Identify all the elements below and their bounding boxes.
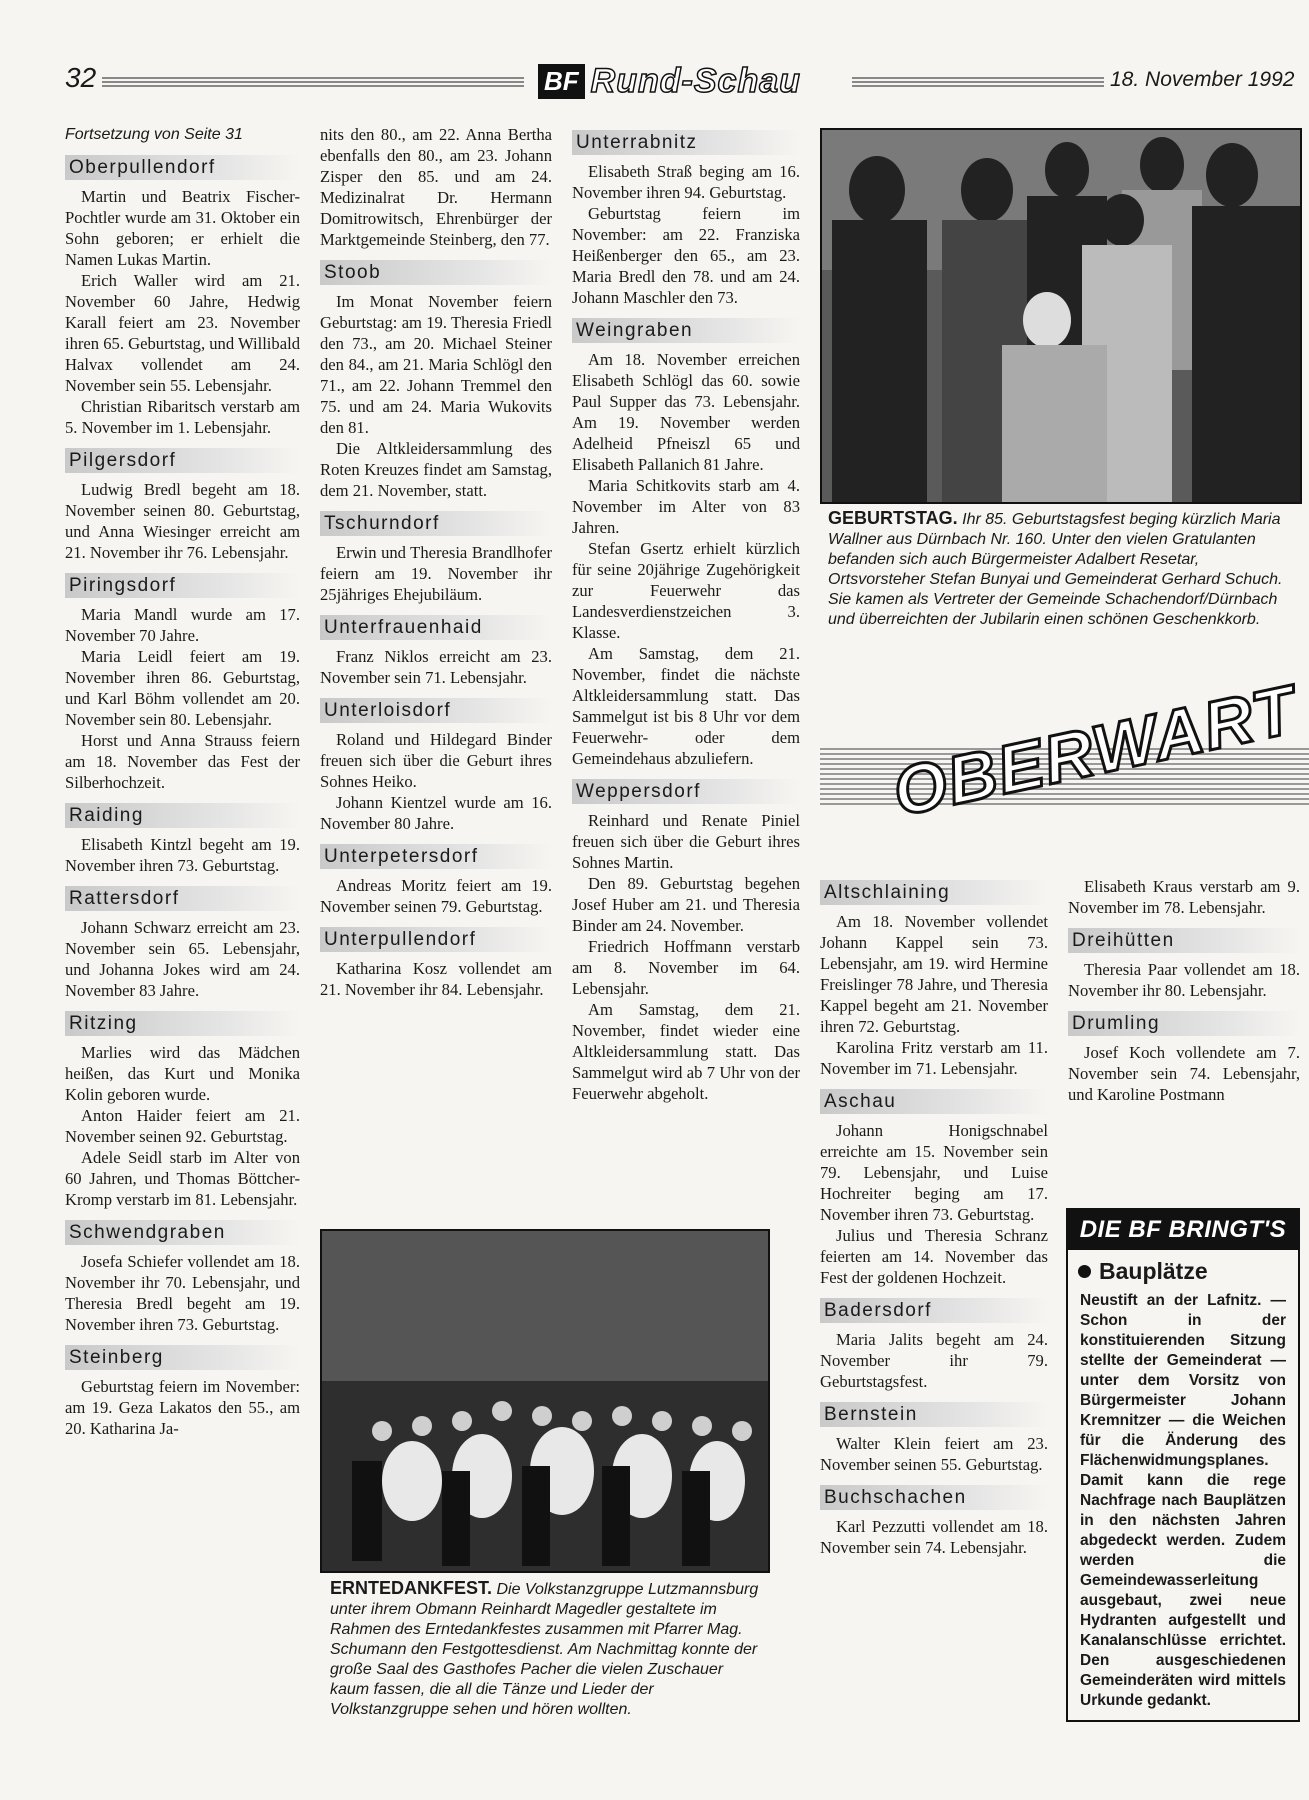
locality-heading: Dreihütten bbox=[1068, 928, 1300, 953]
page-number: 32 bbox=[65, 62, 97, 93]
locality-heading: Unterloisdorf bbox=[320, 698, 552, 723]
article-paragraph: Josefa Schiefer vollendet am 18. November ihr 70. Lebensjahr, und Theresia Bredl begeht am 19. November ihren 73. Geburtstag. bbox=[65, 1252, 300, 1334]
locality-heading: Unterpullendorf bbox=[320, 927, 552, 952]
article-paragraph: Elisabeth Kintzl begeht am 19. November ihren 73. Geburtstag. bbox=[65, 835, 300, 875]
locality-heading: Oberpullendorf bbox=[65, 155, 300, 180]
article-paragraph: Am 18. November vollendet Johann Kappel sein 73. Lebensjahr, am 19. wird Hermine Freislinger 78 Jahre, und Theresia Kappel begeht am 21. November ihren 72. Geburtstag. bbox=[820, 912, 1048, 1036]
caption-text-birthday: Ihr 85. Geburtstagsfest beging kürzlich Maria Wallner aus Dürnbach Nr. 160. Unter den vielen Gratulanten befanden sich auch Bürgermeister Adalbert Resetar, Ortsvorsteher Stefan Bunyai und Gemeinderat Gerhard Schuch. Sie kamen als Vertreter der Gemeinde Schachendorf/Dürnbach und überreichten der Jubilarin einen schönen Geschenkkorb. bbox=[828, 511, 1283, 628]
article-paragraph: Johann Kientzel wurde am 16. November 80 Jahre. bbox=[320, 793, 552, 833]
article-paragraph: Am 18. November erreichen Elisabeth Schlögl das 60. sowie Paul Supper das 73. Lebensjahr. Am 19. November werden Adelheid Pfneiszl 65 und Elisabeth Pallanich 81 Jahre. bbox=[572, 350, 800, 474]
bullet-icon bbox=[1078, 1265, 1091, 1278]
logo-rundschau: Rund-Schau bbox=[590, 62, 801, 100]
locality-heading: Tschurndorf bbox=[320, 511, 552, 536]
locality-heading: Schwendgraben bbox=[65, 1220, 300, 1245]
locality-heading: Drumling bbox=[1068, 1011, 1300, 1036]
column-2 bbox=[320, 124, 552, 1000]
locality-heading: Bernstein bbox=[820, 1402, 1048, 1427]
bf-bringts-text: Neustift an der Lafnitz. — Schon in der konstituierenden Sitzung stellte der Gemeinderat — unter dem Vorsitz von Bürgermeister Johann Kremnitzer — die Weichen für die Änderung des Flächenwidmungsplanes. Damit kann die rege Nachfrage nach Bauplätzen in den nächsten Jahren abgedeckt werden. Zudem werden die Gemeindewasserleitung ausgebaut, zwei neue Hydranten aufgestellt und Kanalanschlüsse errichtet. Den ausgeschiedenen Gemeinderäten wird mittels Urkunde gedankt. bbox=[1080, 1292, 1286, 1709]
article-paragraph: Roland und Hildegard Binder freuen sich über die Geburt ihres Sohnes Heiko. bbox=[320, 730, 552, 791]
article-paragraph: Walter Klein feiert am 23. November seinen 55. Geburtstag. bbox=[820, 1434, 1048, 1474]
locality-heading: Raiding bbox=[65, 803, 300, 828]
article-paragraph: Horst und Anna Strauss feiern am 18. November das Fest der Silberhochzeit. bbox=[65, 731, 300, 792]
header-rule-left bbox=[102, 77, 524, 87]
article-paragraph: Karolina Fritz verstarb am 11. November im 71. Lebensjahr. bbox=[820, 1038, 1048, 1078]
locality-heading: Ritzing bbox=[65, 1011, 300, 1036]
article-paragraph: Julius und Theresia Schranz feierten am 14. November das Fest der goldenen Hochzeit. bbox=[820, 1226, 1048, 1287]
article-paragraph: Elisabeth Straß beging am 16. November ihren 94. Geburtstag. bbox=[572, 162, 800, 202]
article-paragraph: Marlies wird das Mädchen heißen, das Kurt und Monika Kolin geboren wurde. bbox=[65, 1043, 300, 1104]
article-paragraph: Erich Waller wird am 21. November 60 Jahre, Hedwig Karall feiert am 23. November ihren 65. Geburtstag, und Willibald Halvax vollendet am 24. November sein 55. Lebensjahr. bbox=[65, 271, 300, 395]
article-paragraph: Johann Schwarz erreicht am 23. November sein 65. Lebensjahr, und Johanna Jokes wird am 24. November 83 Jahre. bbox=[65, 918, 300, 1000]
locality-heading: Unterrabnitz bbox=[572, 130, 800, 155]
locality-heading: Stoob bbox=[320, 260, 552, 285]
article-paragraph: Theresia Paar vollendet am 18. November ihr 80. Lebensjahr. bbox=[1068, 960, 1300, 1000]
logo-bf: BF bbox=[538, 64, 585, 99]
column-3 bbox=[572, 130, 800, 1104]
article-paragraph: Im Monat November feiern Geburtstag: am 19. Theresia Friedl den 73., am 20. Michael Steiner den 84., am 21. Maria Schlögl den 71., am 22. Johann Tremmel den 75. und am 24. Maria Wukovits den 81. bbox=[320, 292, 552, 437]
bf-bringts-box bbox=[1066, 1208, 1300, 1722]
locality-heading: Badersdorf bbox=[820, 1298, 1048, 1323]
issue-date: 18. November 1992 bbox=[1110, 68, 1295, 91]
column-1 bbox=[65, 124, 300, 1439]
caption-text-harvest: Die Volkstanzgruppe Lutzmannsburg unter ihrem Obmann Reinhardt Magedler gestaltete im Rahmen des Erntedankfestes zusammen mit Pfarrer Mag. Schumann den Festgottesdienst. Am Nachmittag konnte der große Saal des Gasthofes Pacher die vielen Zuschauer kaum fassen, die all die Tänze und Lieder der Volkstanzgruppe sehen und hören wollten. bbox=[330, 1581, 759, 1718]
article-paragraph: Adele Seidl starb im Alter von 60 Jahren, und Thomas Böttcher-Kromp verstarb im 81. Lebensjahr. bbox=[65, 1148, 300, 1209]
caption-lead-birthday: GEBURTSTAG. bbox=[828, 508, 958, 528]
photo-harvest bbox=[320, 1229, 770, 1573]
article-paragraph: nits den 80., am 22. Anna Bertha ebenfalls den 80., am 23. Johann Zisper den 85. und am 24. Medizinalrat Dr. Hermann Domitrowitsch, Ehrenbürger der Marktgemeinde Steinberg, den 77. bbox=[320, 125, 552, 249]
bf-bringts-subhead-text: Bauplätze bbox=[1099, 1258, 1208, 1284]
continuation-note: Fortsetzung von Seite 31 bbox=[65, 126, 243, 143]
locality-heading: Unterpetersdorf bbox=[320, 844, 552, 869]
article-paragraph: Geburtstag feiern im November: am 22. Franziska Heißenberger den 65., am 23. Maria Bredl den 78. und am 24. Johann Maschler den 73. bbox=[572, 204, 800, 307]
article-paragraph: Katharina Kosz vollendet am 21. November ihr 84. Lebensjahr. bbox=[320, 959, 552, 999]
article-paragraph: Andreas Moritz feiert am 19. November seinen 79. Geburtstag. bbox=[320, 876, 552, 916]
article-paragraph: Maria Schitkovits starb am 4. November im Alter von 83 Jahren. bbox=[572, 476, 800, 537]
caption-lead-harvest: ERNTEDANKFEST. bbox=[330, 1578, 493, 1598]
locality-heading: Altschlaining bbox=[820, 880, 1048, 905]
article-paragraph: Christian Ribaritsch verstarb am 5. November im 1. Lebensjahr. bbox=[65, 397, 300, 437]
article-paragraph: Stefan Gsertz erhielt kürzlich für seine 20jährige Zugehörigkeit zur Feuerwehr das Landesverdienstzeichen 3. Klasse. bbox=[572, 539, 800, 642]
locality-heading: Pilgersdorf bbox=[65, 448, 300, 473]
locality-heading: Weppersdorf bbox=[572, 779, 800, 804]
masthead-logo bbox=[538, 62, 801, 101]
photo-birthday-image bbox=[822, 130, 1300, 502]
photo-birthday bbox=[820, 128, 1302, 504]
locality-heading: Weingraben bbox=[572, 318, 800, 343]
photo-harvest-image bbox=[322, 1231, 768, 1571]
page-header bbox=[60, 58, 1309, 100]
article-paragraph: Den 89. Geburtstag begehen Josef Huber am 21. und Theresia Binder am 24. November. bbox=[572, 874, 800, 935]
article-paragraph: Erwin und Theresia Brandlhofer feiern am 19. November ihr 25jähriges Ehejubiläum. bbox=[320, 543, 552, 604]
article-paragraph: Geburtstag feiern im November: am 19. Geza Lakatos den 55., am 20. Katharina Ja- bbox=[65, 1377, 300, 1438]
photo-harvest-caption bbox=[330, 1578, 760, 1720]
locality-heading: Unterfrauenhaid bbox=[320, 615, 552, 640]
locality-heading: Steinberg bbox=[65, 1345, 300, 1370]
article-paragraph: Friedrich Hoffmann verstarb am 8. November im 64. Lebensjahr. bbox=[572, 937, 800, 998]
column-5 bbox=[1068, 876, 1300, 1105]
article-paragraph: Elisabeth Kraus verstarb am 9. November im 78. Lebensjahr. bbox=[1068, 877, 1300, 917]
header-rule-right bbox=[852, 77, 1104, 87]
article-paragraph: Maria Jalits begeht am 24. November ihr 79. Geburtstagsfest. bbox=[820, 1330, 1048, 1391]
locality-heading: Rattersdorf bbox=[65, 886, 300, 911]
article-paragraph: Anton Haider feiert am 21. November seinen 92. Geburtstag. bbox=[65, 1106, 300, 1146]
oberwart-section-title: OBERWART bbox=[886, 671, 1304, 831]
locality-heading: Aschau bbox=[820, 1089, 1048, 1114]
bf-bringts-subhead bbox=[1068, 1250, 1298, 1289]
locality-heading: Buchschachen bbox=[820, 1485, 1048, 1510]
article-paragraph: Die Altkleidersammlung des Roten Kreuzes findet am Samstag, dem 21. November, statt. bbox=[320, 439, 552, 500]
article-paragraph: Johann Honigschnabel erreichte am 15. November sein 79. Lebensjahr, und Luise Hochreiter beging am 17. November ihren 73. Geburtstag. bbox=[820, 1121, 1048, 1224]
article-paragraph: Am Samstag, dem 21. November, findet wieder eine Altkleidersammlung statt. Das Sammelgut wird ab 7 Uhr von der Feuerwehr abgeholt. bbox=[572, 1000, 800, 1103]
locality-heading: Piringsdorf bbox=[65, 573, 300, 598]
article-paragraph: Reinhard und Renate Piniel freuen sich über die Geburt ihres Sohnes Martin. bbox=[572, 811, 800, 872]
bf-bringts-header: DIE BF BRINGT'S bbox=[1068, 1210, 1298, 1250]
article-paragraph: Martin und Beatrix Fischer-Pochtler wurde am 31. Oktober ein Sohn geboren; er erhielt die Namen Lukas Martin. bbox=[65, 187, 300, 269]
article-paragraph: Maria Mandl wurde am 17. November 70 Jahre. bbox=[65, 605, 300, 645]
article-paragraph: Am Samstag, dem 21. November, findet die nächste Altkleidersammlung statt. Das Sammelgut ist bis 8 Uhr vor dem Feuerwehr- oder dem Gemeindehaus abzuliefern. bbox=[572, 644, 800, 768]
article-paragraph: Josef Koch vollendete am 7. November sein 74. Lebensjahr, und Karoline Postmann bbox=[1068, 1043, 1300, 1104]
article-paragraph: Ludwig Bredl begeht am 18. November seinen 80. Geburtstag, und Anna Wiesinger erreicht am 21. November ihr 76. Lebensjahr. bbox=[65, 480, 300, 562]
column-4 bbox=[820, 880, 1048, 1558]
article-paragraph: Maria Leidl feiert am 19. November ihren 86. Geburtstag, und Karl Böhm vollendet am 20. November sein 80. Lebensjahr. bbox=[65, 647, 300, 729]
article-paragraph: Franz Niklos erreicht am 23. November sein 71. Lebensjahr. bbox=[320, 647, 552, 687]
photo-birthday-caption bbox=[828, 508, 1294, 630]
article-paragraph: Karl Pezzutti vollendet am 18. November sein 74. Lebensjahr. bbox=[820, 1517, 1048, 1557]
